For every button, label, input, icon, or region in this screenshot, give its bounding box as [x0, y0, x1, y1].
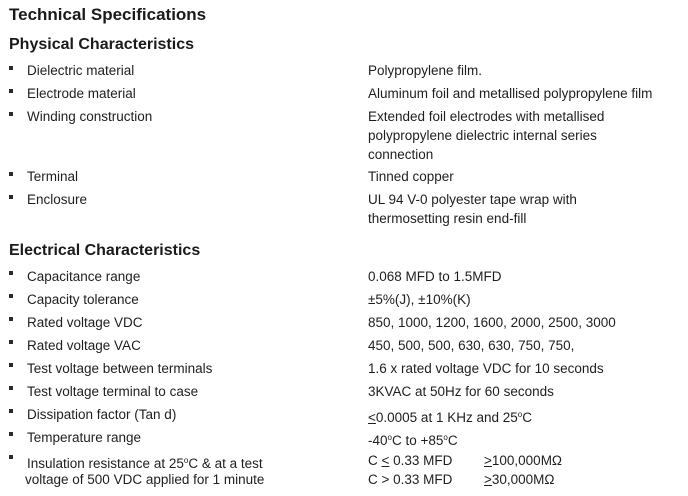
spec-label: Electrode material — [27, 86, 136, 101]
bullet-icon — [9, 112, 13, 116]
spec-value: Aluminum foil and metallised polypropylene film — [368, 86, 653, 101]
spec-value: 850, 1000, 1200, 1600, 2000, 2500, 3000 — [368, 315, 616, 330]
spec-value: polypropylene dielectric internal series — [368, 128, 597, 143]
spec-label: Dielectric material — [27, 63, 135, 78]
bullet-icon — [9, 172, 13, 176]
bullet-icon — [9, 195, 13, 199]
bullet-icon — [9, 386, 13, 390]
spec-value: thermosetting resin end-fill — [368, 211, 527, 226]
spec-label: Rated voltage VAC — [27, 338, 141, 353]
spec-value: UL 94 V-0 polyester tape wrap with — [368, 192, 577, 207]
bullet-icon — [9, 271, 13, 275]
spec-value-text: -40 — [368, 433, 388, 448]
degree-symbol: o — [517, 410, 523, 419]
bullet-icon — [9, 455, 13, 459]
spec-value: Tinned copper — [368, 169, 454, 184]
spec-value-text: 0.0005 at 1 KHz and 25 — [375, 410, 518, 425]
spec-value: Polypropylene film. — [368, 63, 483, 78]
spec-label: Capacitance range — [27, 269, 141, 284]
spec-value: connection — [368, 147, 434, 162]
greater-equal-symbol: > — [484, 472, 492, 487]
degree-symbol: o — [443, 433, 448, 442]
bullet-icon — [9, 432, 13, 436]
spec-value-unit: C — [447, 433, 458, 448]
spec-value: ±5%(J), ±10%(K) — [368, 292, 471, 307]
spec-value: 0.068 MFD to 1.5MFD — [368, 269, 502, 284]
spec-value — [484, 451, 562, 470]
spec-label: Rated voltage VDC — [27, 315, 143, 330]
greater-equal-symbol: > — [484, 453, 492, 468]
spec-value — [368, 405, 532, 427]
spec-label-text: C & at a test — [188, 456, 263, 471]
bullet-icon — [9, 66, 13, 70]
spec-label: Winding construction — [27, 109, 153, 124]
bullet-icon — [9, 89, 13, 93]
spec-label: voltage of 500 VDC applied for 1 minute — [25, 472, 265, 487]
spec-value: C > 0.33 MFD — [368, 472, 453, 487]
electrical-heading: Electrical Characteristics — [9, 242, 201, 259]
spec-value-text: 0.33 MFD — [389, 453, 453, 468]
page-title: Technical Specifications — [9, 5, 207, 24]
spec-label: Temperature range — [27, 430, 142, 445]
spec-value — [368, 428, 458, 450]
spec-value: 1.6 x rated voltage VDC for 10 seconds — [368, 361, 604, 376]
spec-value-unit: C — [522, 410, 532, 425]
bullet-icon — [9, 363, 13, 367]
less-equal-symbol: < — [381, 453, 390, 468]
spec-label: Test voltage between terminals — [27, 361, 213, 376]
spec-value: 450, 500, 500, 630, 630, 750, 750, — [368, 338, 575, 353]
bullet-icon — [9, 317, 13, 321]
degree-symbol: o — [387, 433, 392, 442]
spec-value-text: C — [368, 453, 382, 468]
physical-heading: Physical Characteristics — [9, 36, 194, 53]
spec-value-text: 100,000MΩ — [491, 453, 563, 468]
spec-value: Extended foil electrodes with metallised — [368, 109, 605, 124]
bullet-icon — [9, 340, 13, 344]
spec-value-text: C to +85 — [391, 433, 444, 448]
spec-value — [484, 470, 555, 489]
spec-value-text: 30,000MΩ — [491, 472, 555, 487]
spec-label-text: Insulation resistance at 25 — [27, 456, 184, 471]
spec-label: Test voltage terminal to case — [27, 384, 199, 399]
spec-value: 3KVAC at 50Hz for 60 seconds — [368, 384, 554, 399]
spec-label: Capacity tolerance — [27, 292, 139, 307]
spec-label: Terminal — [27, 169, 79, 184]
spec-label: Dissipation factor (Tan d) — [27, 407, 177, 422]
bullet-icon — [9, 409, 13, 413]
less-equal-symbol: < — [368, 410, 376, 425]
spec-value — [368, 451, 452, 470]
spec-label: Enclosure — [27, 192, 88, 207]
bullet-icon — [9, 294, 13, 298]
degree-symbol: o — [183, 456, 189, 465]
